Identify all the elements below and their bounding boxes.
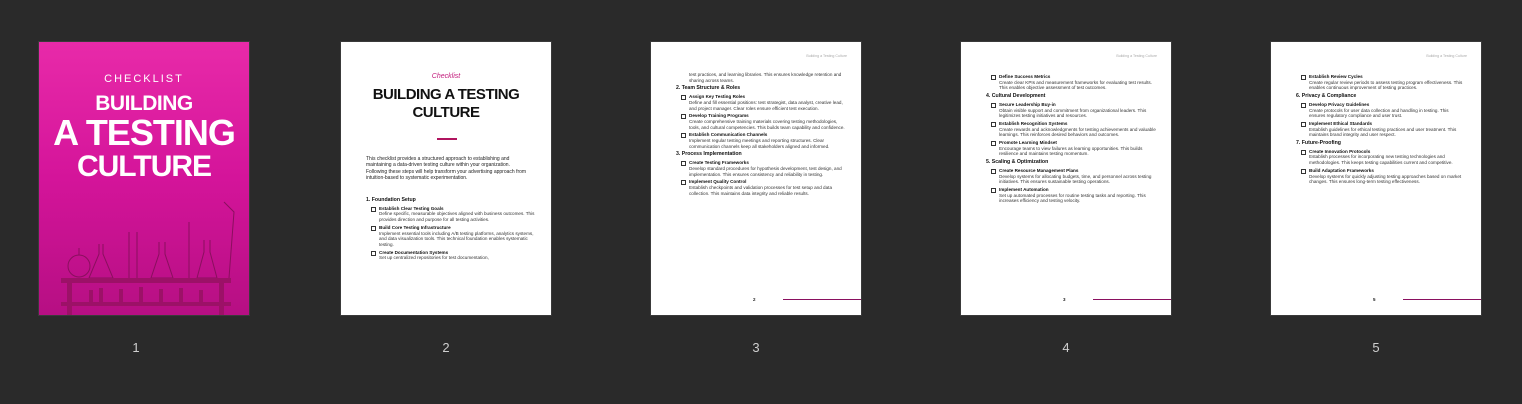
checkbox-icon — [681, 95, 686, 100]
item-text: Set up automated processes for routine testing tasks and reporting. This increases efficiency and testing velocity. — [999, 192, 1146, 204]
running-header: Building a Testing Culture — [1116, 54, 1157, 58]
list-item — [986, 121, 1156, 138]
item-text: Obtain visible support and commitment from organizational leaders. This legitimizes testing initiatives and resources. — [999, 107, 1147, 119]
checkbox-icon — [991, 169, 996, 174]
cover-kicker: CHECKLIST — [104, 73, 184, 85]
checkbox-icon — [991, 122, 996, 127]
item-text: Create protocols for user data collection and handling in testing. This ensures regulatory compliance and user trust. — [1309, 107, 1449, 119]
list-item — [676, 113, 846, 130]
page-footer-number: 5 — [1373, 297, 1376, 302]
item-text: Establish processes for incorporating new testing technologies and methodologies. This keeps testing capabilities current and competitive. — [1309, 154, 1453, 166]
section-heading: 5. Scaling & Optimization — [986, 159, 1049, 166]
page-title — [341, 86, 551, 122]
list-item — [366, 206, 536, 223]
list-item — [1296, 74, 1466, 91]
checkbox-icon — [991, 141, 996, 146]
checkbox-icon — [991, 75, 996, 80]
list-item — [1296, 102, 1466, 119]
checkbox-icon — [371, 226, 376, 231]
item-title: Create Testing Frameworks — [689, 160, 749, 166]
item-text: test practices, and learning libraries. This ensures knowledge retention and sharing across teams. — [689, 72, 842, 83]
section-heading: 3. Process Implementation — [676, 151, 742, 158]
item-title: Create Documentation Systems — [379, 249, 449, 255]
list-item — [1296, 149, 1466, 166]
item-text: Develop systems for allocating budgets, time, and personnel across testing initiatives. This ensures sustainable testing operations. — [999, 173, 1152, 185]
item-text: Implement essential tools including A/B testing platforms, analytics systems, and data visualization tools. This technical foundation enables systematic testing. — [379, 230, 534, 247]
item-title: Establish Recognition Systems — [999, 120, 1068, 126]
item-text: Define and fill essential positions: test strategist, data analyst, creative lead, and project manager. Clear roles ensure efficient test execution. — [689, 99, 843, 111]
item-text: Create regular review periods to assess testing program effectiveness. This enables continuous improvement of testing practices. — [1309, 79, 1463, 91]
section-heading: 4. Cultural Development — [986, 93, 1046, 100]
running-header: Building a Testing Culture — [806, 54, 847, 58]
section-heading: 7. Future-Proofing — [1296, 140, 1341, 147]
section-heading: 1. Foundation Setup — [366, 197, 416, 203]
list-item — [986, 187, 1156, 204]
item-text: Create clear KPIs and measurement frameworks for evaluating test results. This enables objective assessment of test outcomes. — [999, 79, 1152, 91]
item-title: Implement Automation — [999, 186, 1049, 192]
item-text: Create comprehensive training materials covering testing methodologies, tools, and cultural competencies. This builds team capability and confidence. — [689, 118, 845, 130]
title-line-1: BUILDING A TESTING — [372, 86, 520, 103]
item-text: Develop systems for quickly adjusting testing approaches based on market changes. This ensures long-term testing effectiveness. — [1309, 173, 1462, 185]
item-title: Implement Ethical Standards — [1309, 120, 1373, 126]
item-title: Promote Learning Mindset — [999, 140, 1057, 146]
checklist-body — [1296, 74, 1466, 187]
item-text: Set up centralized repositories for test documentation, — [379, 255, 489, 261]
page-footer-number: 2 — [753, 297, 756, 302]
checklist-body — [366, 195, 536, 263]
list-item — [986, 74, 1156, 91]
section-heading: 6. Privacy & Compliance — [1296, 93, 1357, 100]
page-number-label: 5 — [1372, 340, 1380, 355]
running-header: Building a Testing Culture — [1426, 54, 1467, 58]
item-title: Establish Review Cycles — [1309, 74, 1363, 79]
checkbox-icon — [1301, 150, 1306, 155]
item-title: Establish Communication Channels — [689, 132, 768, 138]
list-item — [986, 168, 1156, 185]
checkbox-icon — [681, 180, 686, 185]
item-title: Secure Leadership Buy-in — [999, 101, 1056, 107]
lab-glassware-illustration — [39, 192, 250, 316]
section-heading: 2. Team Structure & Roles — [676, 85, 741, 92]
checkbox-icon — [1301, 169, 1306, 174]
list-item — [676, 94, 846, 111]
page-number-label: 2 — [442, 340, 450, 355]
checklist-body — [986, 74, 1156, 206]
list-item — [986, 140, 1156, 157]
item-text: Encourage teams to view failures as learning opportunities. This builds resilience and maintains testing momentum. — [999, 145, 1143, 157]
page-thumbnail-5[interactable] — [1270, 41, 1482, 316]
cover-title-line-3: CULTURE — [76, 150, 212, 183]
page-number-label: 1 — [132, 340, 140, 355]
item-title: Create Innovation Protocols — [1309, 148, 1371, 154]
page-kicker: Checklist — [431, 73, 461, 80]
checkbox-icon — [371, 207, 376, 212]
list-item — [676, 179, 846, 196]
cover-title-line-2: A TESTING — [53, 112, 235, 153]
item-text: Implement regular testing meetings and reporting structures. Clear communication channels keep all stakeholders aligned and informed. — [689, 138, 830, 149]
page-number-label: 3 — [752, 340, 760, 355]
list-item — [1296, 121, 1466, 138]
checkbox-icon — [991, 188, 996, 193]
item-text: Establish guidelines for ethical testing practices and user treatment. This maintains brand integrity and user respect. — [1309, 126, 1457, 138]
item-title: Define Success Metrics — [999, 74, 1051, 79]
checkbox-icon — [991, 103, 996, 108]
page-number-label: 4 — [1062, 340, 1070, 355]
item-text: Define specific, measurable objectives aligned with business outcomes. This provides direction and purpose for all testing activities. — [379, 211, 535, 223]
page-thumbnail-4[interactable] — [960, 41, 1172, 316]
footer-rule — [1403, 299, 1482, 300]
item-title: Create Resource Management Plans — [999, 167, 1079, 173]
page-thumbnail-3[interactable] — [650, 41, 862, 316]
item-text: Create rewards and acknowledgments for testing achievements and valuable learnings. This reinforces desired behaviors and outcomes. — [999, 126, 1156, 138]
intro-paragraph: This checklist provides a structured approach to establishing and maintaining a data-driven testing culture within your organization. Following these steps will help transform your advertising approach from intuition-based to systematic experimentation. — [366, 156, 527, 181]
checkbox-icon — [681, 133, 686, 138]
footer-rule — [1093, 299, 1172, 300]
item-title: Develop Privacy Guidelines — [1309, 101, 1370, 107]
list-item-continued — [676, 72, 846, 83]
item-title: Build Adaptation Frameworks — [1309, 167, 1374, 173]
checklist-body — [676, 72, 846, 198]
checkbox-icon — [371, 251, 376, 256]
item-text: Establish checkpoints and validation processes for test setup and data collection. This maintains data integrity and reliable results. — [689, 184, 833, 196]
item-title: Assign Key Testing Roles — [689, 94, 746, 100]
item-title: Implement Quality Control — [689, 179, 747, 185]
checkbox-icon — [1301, 75, 1306, 80]
title-line-2: CULTURE — [412, 104, 480, 121]
title-divider — [437, 138, 457, 140]
item-text: Develop standard procedures for hypothesis development, test design, and implementation. This ensures consistency and reliability in testing. — [689, 165, 842, 177]
cover-title-line-1: BUILDING — [95, 92, 193, 115]
page-thumbnail-1[interactable] — [38, 41, 250, 316]
checkbox-icon — [681, 114, 686, 119]
list-item — [676, 132, 846, 149]
page-footer-number: 3 — [1063, 297, 1066, 302]
list-item — [986, 102, 1156, 119]
list-item — [366, 250, 536, 261]
list-item — [676, 160, 846, 177]
page-thumbnail-2[interactable] — [340, 41, 552, 316]
item-title: Build Core Testing Infrastructure — [379, 224, 451, 230]
checkbox-icon — [681, 161, 686, 166]
list-item — [366, 225, 536, 248]
item-title: Establish Clear Testing Goals — [379, 205, 444, 211]
list-item — [1296, 168, 1466, 185]
item-title: Develop Training Programs — [689, 113, 749, 119]
footer-rule — [783, 299, 862, 300]
checkbox-icon — [1301, 103, 1306, 108]
checkbox-icon — [1301, 122, 1306, 127]
